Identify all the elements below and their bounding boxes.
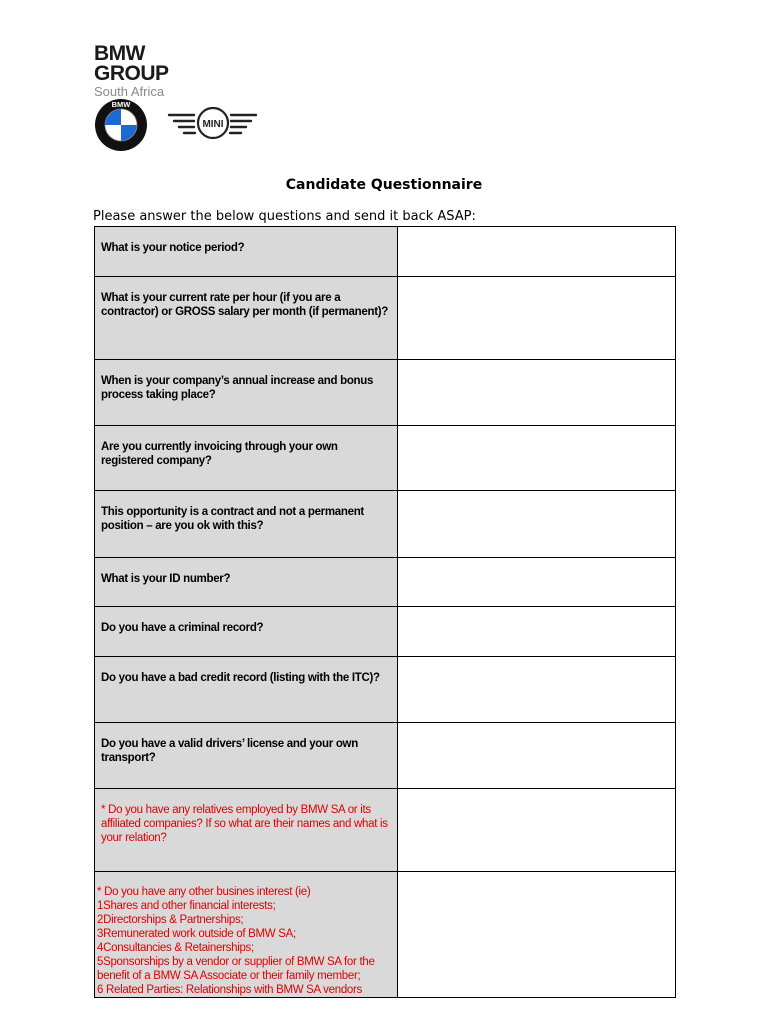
table-row xyxy=(95,360,676,426)
table-row xyxy=(95,227,676,277)
answer-cell[interactable] xyxy=(398,657,676,723)
answer-cell[interactable] xyxy=(398,872,676,998)
question-text: Are you currently invoicing through your own registered company? xyxy=(101,441,338,467)
answer-cell[interactable] xyxy=(398,607,676,657)
instruction-text: Please answer the below questions and send it back ASAP: xyxy=(93,209,476,224)
page-title: Candidate Questionnaire xyxy=(285,177,483,193)
question-text: * Do you have any relatives employed by BMW SA or its affiliated companies? If so what are their names and what is your relation? xyxy=(101,804,388,844)
bmw-group-wordmark xyxy=(94,44,169,99)
answer-cell[interactable] xyxy=(398,558,676,607)
list-item: 5Sponsorships by a vendor or supplier of BMW SA for the benefit of a BMW SA Associate or their family member; xyxy=(97,956,375,982)
mini-lettering: MINI xyxy=(202,119,224,130)
table-row xyxy=(95,872,676,998)
mini-logo xyxy=(167,104,259,149)
question-cell xyxy=(95,277,398,360)
question-text: Do you have a bad credit record (listing with the ITC)? xyxy=(101,672,380,684)
list-item: 6 Related Parties: Relationships with BMW SA vendors xyxy=(97,984,362,996)
table-row xyxy=(95,723,676,789)
table-row xyxy=(95,657,676,723)
table-row xyxy=(95,607,676,657)
brand-line-2: GROUP xyxy=(94,62,169,85)
list-item: 1Shares and other financial interests; xyxy=(97,900,276,912)
table-row xyxy=(95,491,676,558)
table-row xyxy=(95,277,676,360)
question-text: This opportunity is a contract and not a permanent position – are you ok with this? xyxy=(101,506,364,532)
answer-cell[interactable] xyxy=(398,789,676,872)
question-cell xyxy=(95,360,398,426)
table-row xyxy=(95,789,676,872)
list-item: 2Directorships & Partnerships; xyxy=(97,914,244,926)
brand-subtitle: South Africa xyxy=(94,84,165,99)
question-cell xyxy=(95,872,398,998)
question-text: Do you have a criminal record? xyxy=(101,622,264,634)
question-cell xyxy=(95,558,398,607)
question-text: When is your company’s annual increase and bonus process taking place? xyxy=(101,375,374,401)
answer-cell[interactable] xyxy=(398,277,676,360)
answer-cell[interactable] xyxy=(398,360,676,426)
question-text: What is your ID number? xyxy=(101,573,231,585)
question-cell xyxy=(95,227,398,277)
answer-cell[interactable] xyxy=(398,227,676,277)
table-row xyxy=(95,558,676,607)
question-cell xyxy=(95,491,398,558)
answer-cell[interactable] xyxy=(398,491,676,558)
list-item: 4Consultancies & Retainerships; xyxy=(97,942,254,954)
brand-line-1: BMW xyxy=(94,42,145,65)
question-text: What is your current rate per hour (if you are a contractor) or GROSS salary per month (if permanent)? xyxy=(101,292,388,318)
question-text: Do you have a valid drivers’ license and your own transport? xyxy=(101,738,358,764)
question-cell xyxy=(95,723,398,789)
question-text: * Do you have any other busines interest (ie) xyxy=(97,886,311,898)
question-cell xyxy=(95,426,398,491)
question-cell xyxy=(95,789,398,872)
question-cell xyxy=(95,607,398,657)
table-row xyxy=(95,426,676,491)
question-text: What is your notice period? xyxy=(101,242,245,254)
question-cell xyxy=(95,657,398,723)
bmw-roundel-logo xyxy=(93,98,151,157)
answer-cell[interactable] xyxy=(398,426,676,491)
list-item: 3Remunerated work outside of BMW SA; xyxy=(97,928,296,940)
questionnaire-table xyxy=(94,226,676,998)
roundel-lettering: BMW xyxy=(111,100,131,109)
answer-cell[interactable] xyxy=(398,723,676,789)
